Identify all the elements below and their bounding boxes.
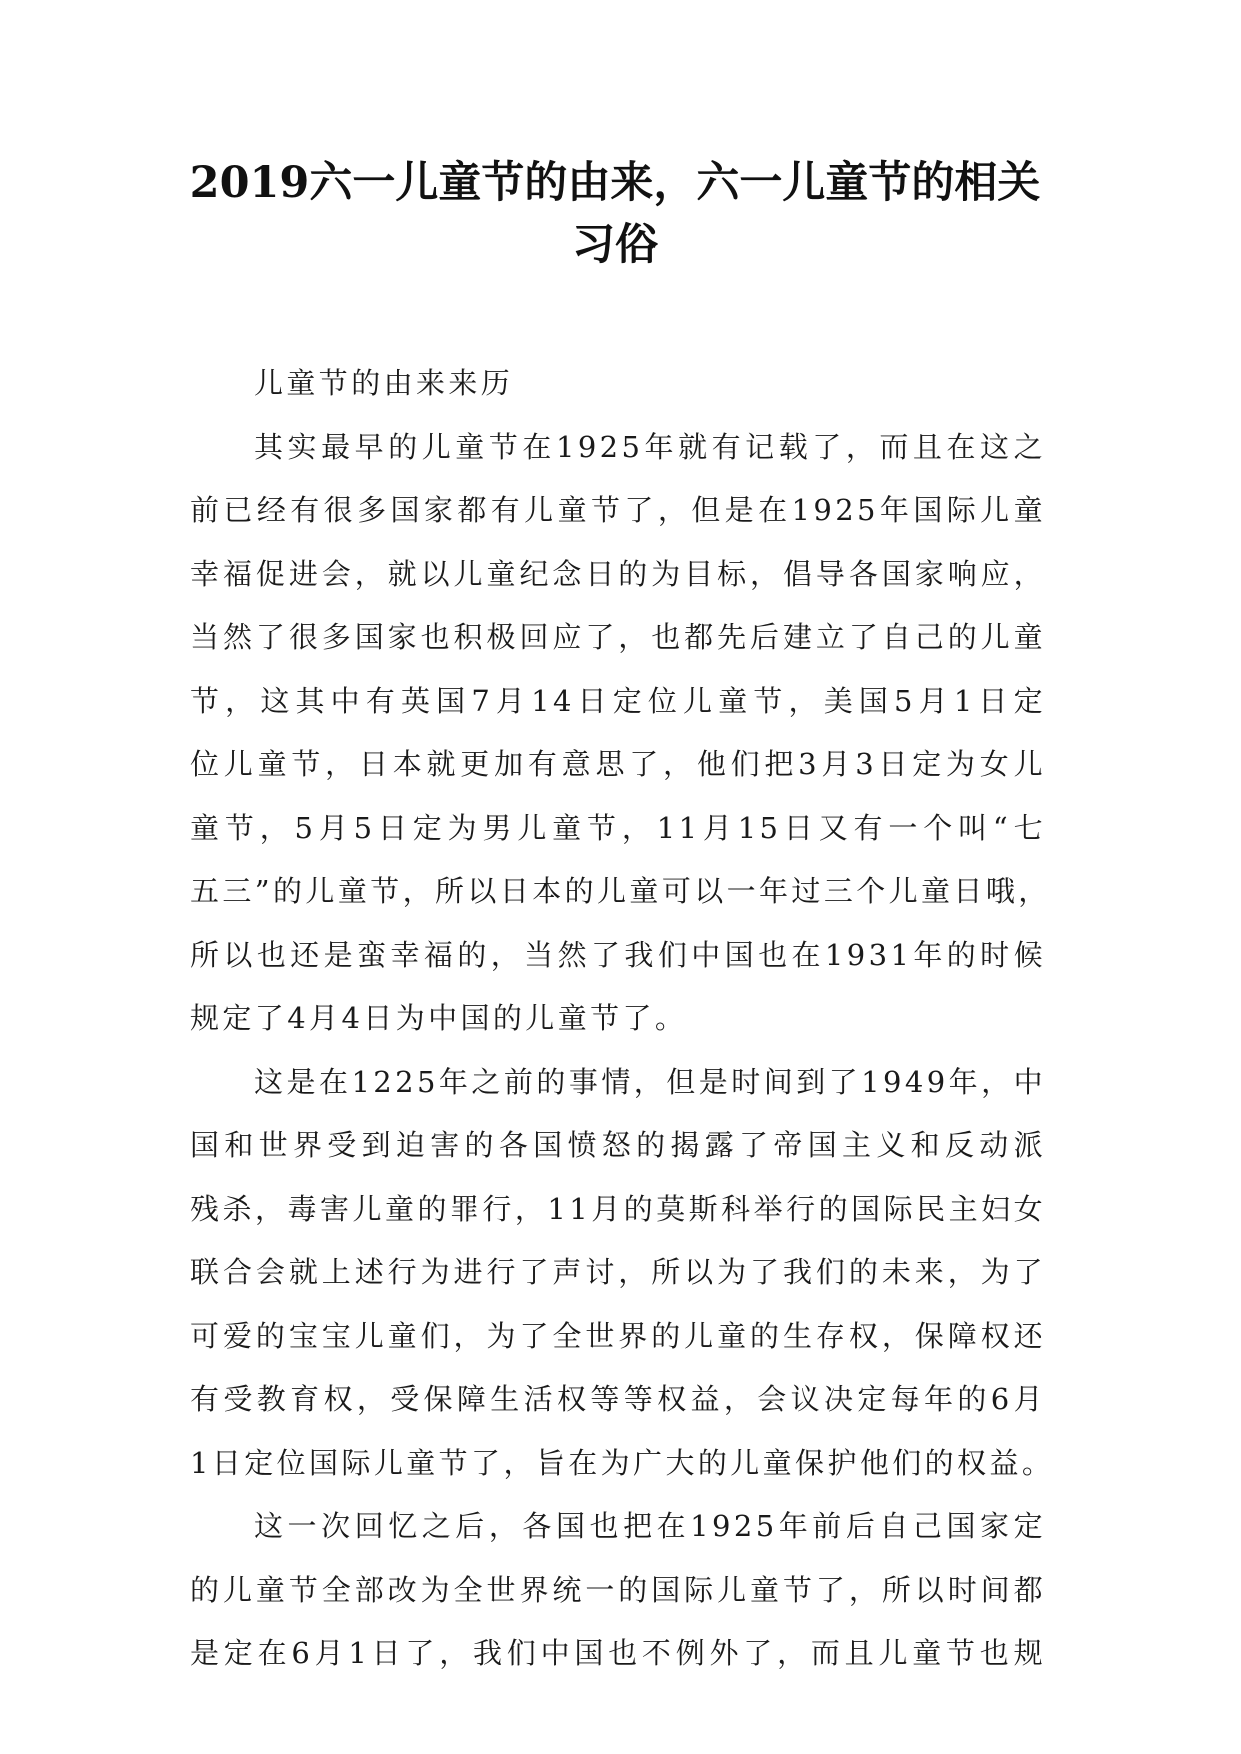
paragraph-line: 童节，5月5日定为男儿童节，11月15日又有一个叫“七 [190,810,1046,845]
paragraph-line: 规定了4月4日为中国的儿童节了。 [190,1001,688,1035]
title-line-1: 2019六一儿童节的由来，六一儿童节的相关 [189,158,1041,208]
document-title [180,152,1050,276]
paragraph-line: 其实最早的儿童节在1925年就有记载了，而且在这之 [254,429,1046,464]
section-heading: 儿童节的由来来历 [254,366,514,400]
paragraph-line: 1日定位国际儿童节了，旨在为广大的儿童保护他们的权益。 [190,1445,1055,1480]
paragraph-line: 节，这其中有英国7月14日定位儿童节，美国5月1日定 [190,683,1046,718]
paragraph-line: 所以也还是蛮幸福的，当然了我们中国也在1931年的时候 [190,937,1046,972]
paragraph-line: 残杀，毒害儿童的罪行，11月的莫斯科举行的国际民主妇女 [190,1191,1046,1226]
paragraph-line: 这一次回忆之后，各国也把在1925年前后自己国家定 [254,1509,1046,1543]
paragraph-line: 前已经有很多国家都有儿童节了，但是在1925年国际儿童 [190,493,1046,527]
paragraph-line: 联合会就上述行为进行了声讨，所以为了我们的未来，为了 [190,1255,1046,1289]
paragraph-line: 有受教育权，受保障生活权等等权益，会议决定每年的6月 [190,1382,1046,1416]
title-line-2: 习俗 [572,220,658,270]
document-body [190,352,1055,1686]
paragraph-line: 五三”的儿童节，所以日本的儿童可以一年过三个儿童日哦， [190,874,1051,908]
paragraph-line: 的儿童节全部改为全世界统一的国际儿童节了，所以时间都 [190,1572,1046,1607]
paragraph-line: 国和世界受到迫害的各国愤怒的揭露了帝国主义和反动派 [190,1128,1046,1162]
paragraph-line: 幸福促进会，就以儿童纪念日的为目标，倡导各国家响应， [190,556,1046,591]
paragraph-line: 可爱的宝宝儿童们，为了全世界的儿童的生存权，保障权还 [190,1318,1046,1353]
paragraph-line: 是定在6月1日了，我们中国也不例外了，而且儿童节也规 [190,1636,1046,1670]
paragraph-line: 当然了很多国家也积极回应了，也都先后建立了自己的儿童 [190,620,1046,654]
paragraph-line: 位儿童节，日本就更加有意思了，他们把3月3日定为女儿 [190,747,1046,781]
paragraph-line: 这是在1225年之前的事情，但是时间到了1949年，中 [254,1064,1046,1099]
